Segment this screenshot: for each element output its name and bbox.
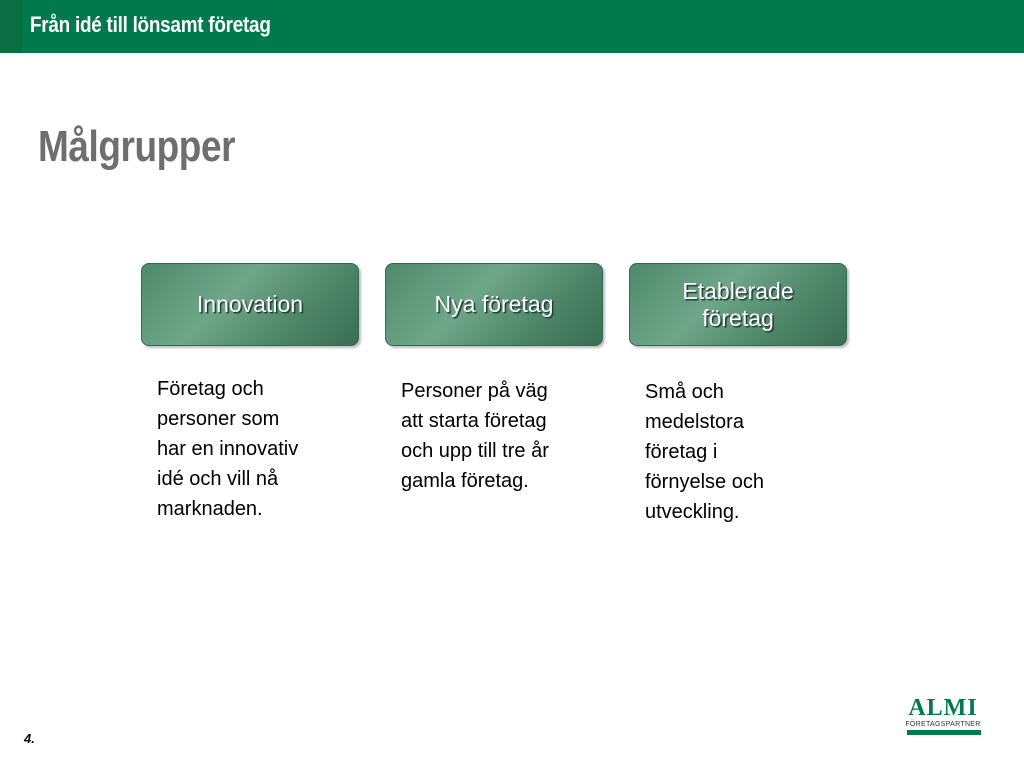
box-label-line: Etablerade bbox=[682, 277, 794, 304]
description-line: marknaden. bbox=[157, 498, 263, 520]
description-innovation bbox=[157, 374, 347, 524]
description-line: gamla företag. bbox=[401, 470, 529, 492]
description-line: och upp till tre år bbox=[401, 440, 549, 462]
description-established-companies bbox=[645, 377, 815, 527]
target-group-box-new-companies bbox=[385, 263, 603, 346]
description-line: idé och vill nå bbox=[157, 468, 279, 490]
description-line: Personer på väg bbox=[401, 380, 548, 402]
target-group-box-established-companies bbox=[629, 263, 847, 346]
target-group-box-innovation bbox=[141, 263, 359, 346]
almi-logo bbox=[898, 696, 988, 740]
description-line: Små och bbox=[645, 381, 724, 403]
description-line: utveckling. bbox=[645, 501, 740, 523]
description-line: att starta företag bbox=[401, 410, 547, 432]
header-title: Från idé till lönsamt företag bbox=[30, 12, 271, 37]
logo-subtitle: FÖRETAGSPARTNER bbox=[905, 721, 981, 728]
description-new-companies bbox=[401, 376, 601, 496]
slide-number: 4. bbox=[24, 731, 35, 746]
page-title: Målgrupper bbox=[38, 122, 236, 171]
header-bar bbox=[0, 0, 1024, 53]
description-line: har en innovativ bbox=[157, 438, 299, 460]
description-line: företag i bbox=[645, 441, 718, 463]
box-label-line: företag bbox=[702, 304, 774, 331]
description-line: förnyelse och bbox=[645, 471, 764, 493]
logo-bar bbox=[907, 730, 981, 735]
description-line: Företag och bbox=[157, 378, 264, 400]
logo-wordmark: ALMI bbox=[908, 695, 978, 721]
description-line: medelstora bbox=[645, 411, 744, 433]
description-line: personer som bbox=[157, 408, 280, 430]
header-accent bbox=[0, 0, 22, 53]
box-label-line: Nya företag bbox=[434, 291, 554, 317]
box-label-line: Innovation bbox=[196, 291, 304, 317]
